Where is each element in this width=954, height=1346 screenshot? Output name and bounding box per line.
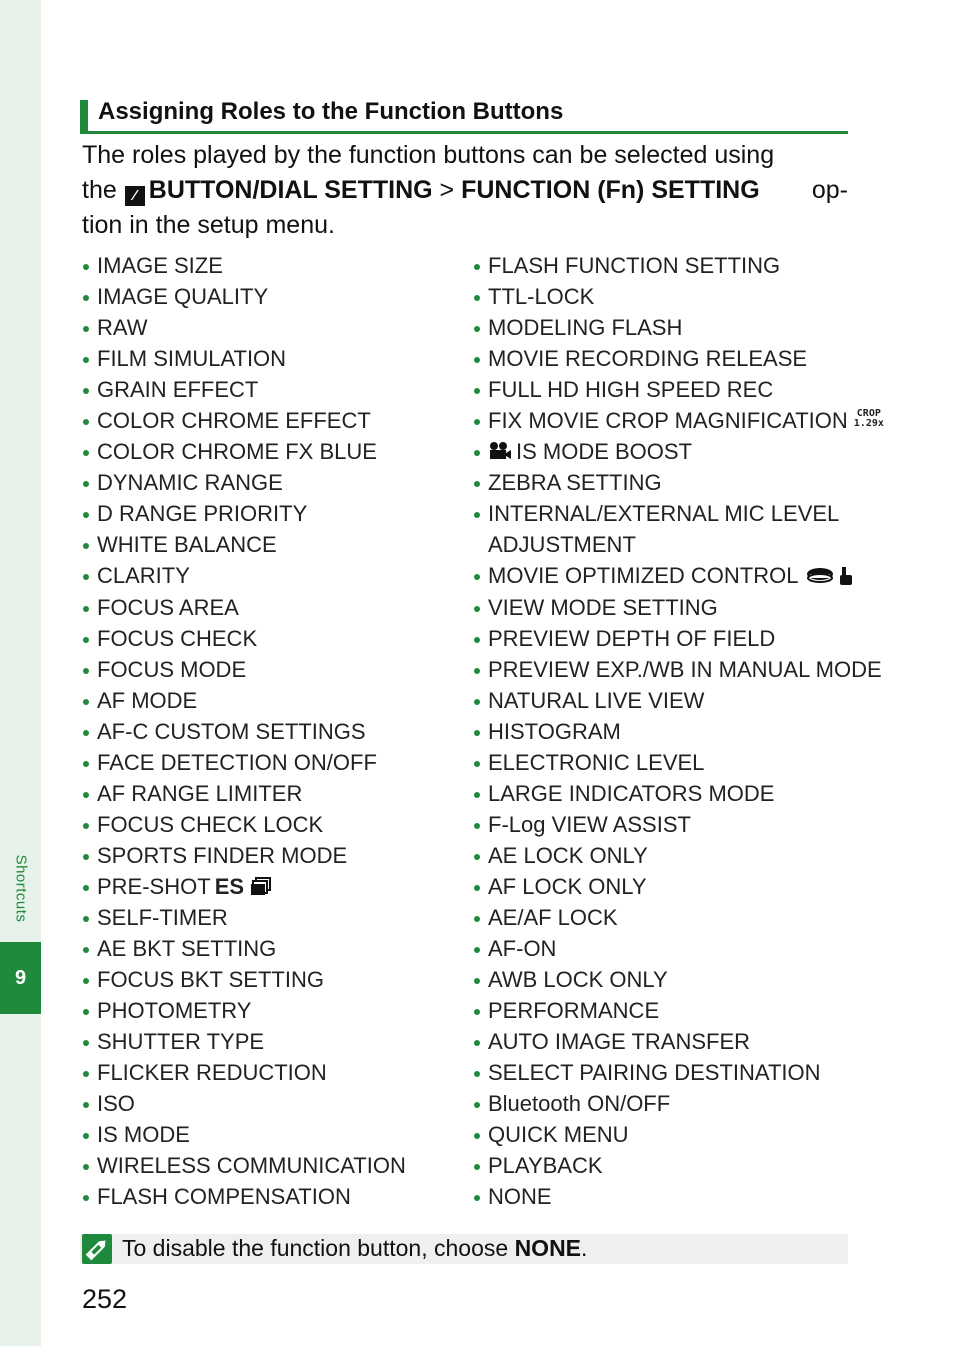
list-item: COLOR CHROME FX BLUE xyxy=(82,436,406,467)
list-item: FOCUS MODE xyxy=(82,654,406,685)
list-item: SHUTTER TYPE xyxy=(82,1026,406,1057)
list-item: AUTO IMAGE TRANSFER xyxy=(473,1026,884,1057)
list-item: WIRELESS COMMUNICATION xyxy=(82,1150,406,1181)
list-item: COLOR CHROME EFFECT xyxy=(82,405,406,436)
note-none: NONE xyxy=(514,1235,582,1261)
list-item: FOCUS CHECK xyxy=(82,623,406,654)
list-item-mic-level xyxy=(473,498,884,560)
list-item-fix-crop xyxy=(473,405,884,436)
list-item: HISTOGRAM xyxy=(473,716,884,747)
wrench-menu-icon: ⁄ xyxy=(125,186,145,206)
list-item: AF-ON xyxy=(473,933,884,964)
burst-shooting-icon xyxy=(250,876,274,896)
intro-line-3: tion in the setup menu. xyxy=(82,211,335,239)
movie-camera-icon xyxy=(488,441,512,461)
mic-level-line-2: ADJUSTMENT xyxy=(488,532,636,558)
section-label-text: Shortcuts xyxy=(12,854,30,922)
list-item: TTL-LOCK xyxy=(473,281,884,312)
note-text xyxy=(122,1234,587,1262)
list-item: DYNAMIC RANGE xyxy=(82,467,406,498)
side-strip xyxy=(0,0,41,1346)
intro-op: op- xyxy=(811,176,848,204)
list-item: IMAGE QUALITY xyxy=(82,281,406,312)
page-number: 252 xyxy=(82,1284,128,1314)
crop-icon-bottom: 1.29x xyxy=(853,418,884,430)
list-item: RAW xyxy=(82,312,406,343)
section-label xyxy=(2,840,40,936)
list-item: PERFORMANCE xyxy=(473,995,884,1026)
list-item: F-Log VIEW ASSIST xyxy=(473,809,884,840)
crop-icon xyxy=(854,409,884,429)
list-item: ZEBRA SETTING xyxy=(473,467,884,498)
list-item: ELECTRONIC LEVEL xyxy=(473,747,884,778)
function-fn-setting: FUNCTION (Fn) SETTING xyxy=(461,176,760,204)
fix-crop-label: FIX MOVIE CROP MAGNIFICATION xyxy=(488,408,848,434)
list-item: AWB LOCK ONLY xyxy=(473,964,884,995)
list-item: AE/AF LOCK xyxy=(473,902,884,933)
mic-level-line-1: INTERNAL/EXTERNAL MIC LEVEL xyxy=(488,501,840,527)
heading-title: Assigning Roles to the Function Buttons xyxy=(98,98,564,125)
list-item: SELECT PAIRING DESTINATION xyxy=(473,1057,884,1088)
list-item: AF RANGE LIMITER xyxy=(82,778,406,809)
list-item: FOCUS AREA xyxy=(82,592,406,623)
list-item: VIEW MODE SETTING xyxy=(473,592,884,623)
dial-touch-icon xyxy=(806,565,856,587)
intro-line-1: The roles played by the function buttons can be selected using xyxy=(82,141,775,169)
list-item-movie-optimized xyxy=(473,560,884,591)
intro-the: the xyxy=(82,176,117,204)
list-item: AF-C CUSTOM SETTINGS xyxy=(82,716,406,747)
note-period: . xyxy=(581,1235,588,1261)
list-item: AF MODE xyxy=(82,685,406,716)
list-item-is-boost xyxy=(473,436,884,467)
list-item: FLICKER REDUCTION xyxy=(82,1057,406,1088)
list-item: FILM SIMULATION xyxy=(82,343,406,374)
list-item: CLARITY xyxy=(82,560,406,591)
intro-paragraph xyxy=(82,138,852,243)
button-dial-setting: BUTTON/DIAL SETTING xyxy=(148,176,433,204)
list-item: SPORTS FINDER MODE xyxy=(82,840,406,871)
list-item: NATURAL LIVE VIEW xyxy=(473,685,884,716)
list-item: ISO xyxy=(82,1088,406,1119)
list-item: IMAGE SIZE xyxy=(82,250,406,281)
list-item: NONE xyxy=(473,1181,884,1212)
menu-separator: > xyxy=(439,176,455,204)
is-boost-label: IS MODE BOOST xyxy=(516,439,693,465)
list-item: PREVIEW EXP./WB IN MANUAL MODE xyxy=(473,654,884,685)
chapter-tab[interactable]: 9 xyxy=(0,942,41,1014)
list-item: QUICK MENU xyxy=(473,1119,884,1150)
movie-optimized-label: MOVIE OPTIMIZED CONTROL xyxy=(488,563,798,589)
list-item: D RANGE PRIORITY xyxy=(82,498,406,529)
list-item: GRAIN EFFECT xyxy=(82,374,406,405)
es-glyph: ES xyxy=(214,873,245,899)
right-role-list xyxy=(473,250,884,1212)
list-item: IS MODE xyxy=(82,1119,406,1150)
note-box xyxy=(80,1234,848,1264)
list-item: MODELING FLASH xyxy=(473,312,884,343)
section-heading xyxy=(80,98,848,134)
list-item: LARGE INDICATORS MODE xyxy=(473,778,884,809)
pre-shot-label: PRE-SHOT xyxy=(97,873,211,899)
list-item: PHOTOMETRY xyxy=(82,995,406,1026)
list-item: FOCUS CHECK LOCK xyxy=(82,809,406,840)
list-item: MOVIE RECORDING RELEASE xyxy=(473,343,884,374)
intro-line-2 xyxy=(82,173,848,208)
list-item: AF LOCK ONLY xyxy=(473,871,884,902)
crop-icon-top: CROP xyxy=(856,408,881,420)
list-item: FLASH COMPENSATION xyxy=(82,1181,406,1212)
list-item: FULL HD HIGH SPEED REC xyxy=(473,374,884,405)
list-item: FLASH FUNCTION SETTING xyxy=(473,250,884,281)
list-item: PREVIEW DEPTH OF FIELD xyxy=(473,623,884,654)
list-item: FACE DETECTION ON/OFF xyxy=(82,747,406,778)
list-item-pre-shot xyxy=(82,871,406,902)
list-item: AE BKT SETTING xyxy=(82,933,406,964)
note-text-main: To disable the function button, choose xyxy=(122,1235,509,1261)
list-item: WHITE BALANCE xyxy=(82,529,406,560)
note-pencil-icon xyxy=(82,1234,112,1264)
heading-accent-bar xyxy=(80,100,88,131)
list-item: SELF-TIMER xyxy=(82,902,406,933)
list-item: Bluetooth ON/OFF xyxy=(473,1088,884,1119)
left-role-list xyxy=(82,250,406,1212)
list-item: FOCUS BKT SETTING xyxy=(82,964,406,995)
list-item: AE LOCK ONLY xyxy=(473,840,884,871)
list-item: PLAYBACK xyxy=(473,1150,884,1181)
